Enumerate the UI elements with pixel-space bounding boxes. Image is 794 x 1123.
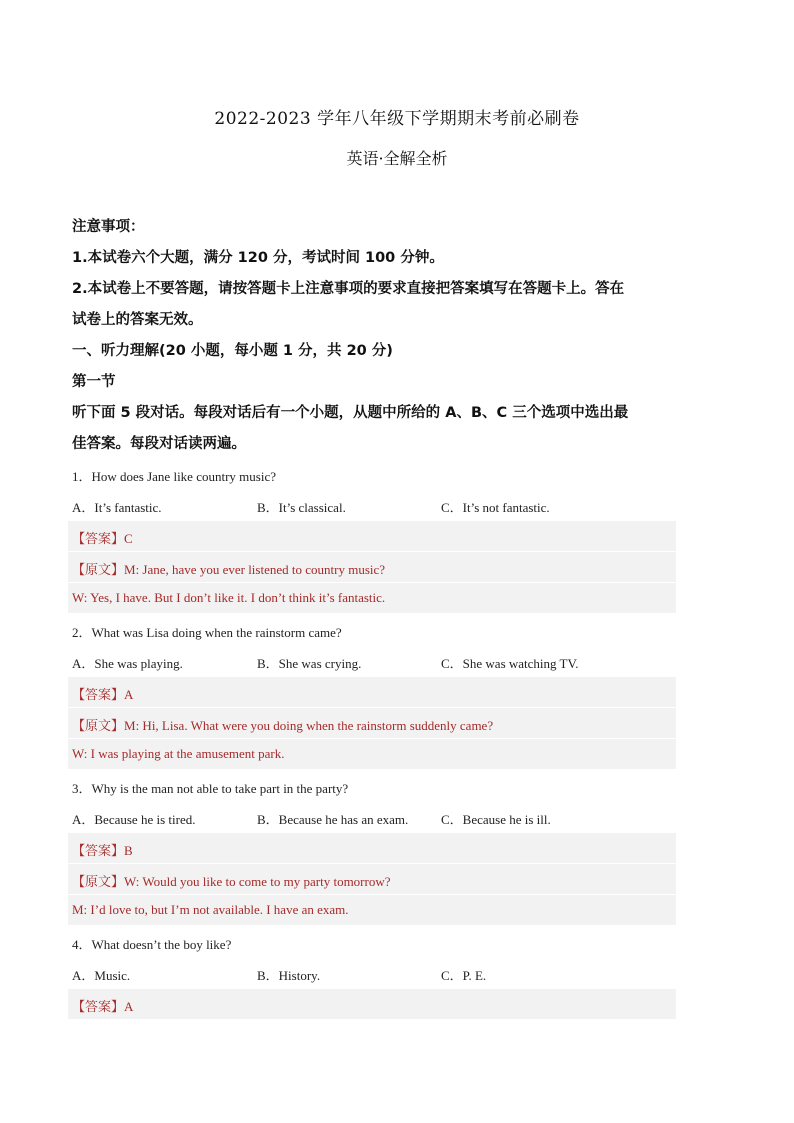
question-3-option-b: B．Because he has an exam. bbox=[257, 812, 409, 827]
page-subtitle: 英语·全解全析 bbox=[346, 149, 448, 168]
question-4-option-a: A．Music. bbox=[72, 968, 131, 983]
notes-item-2-line-2: 试卷上的答案无效。 bbox=[72, 312, 203, 328]
original-row bbox=[68, 552, 676, 582]
question-2-option-b: B．She was crying. bbox=[257, 656, 362, 671]
original-tag: 【原文】 bbox=[72, 875, 125, 890]
answer-row bbox=[68, 989, 676, 1019]
answer-value: A bbox=[124, 687, 134, 702]
question-2-stem: 2．What was Lisa doing when the rainstorm came? bbox=[72, 625, 342, 640]
question-2-option-a: A．She was playing. bbox=[72, 656, 183, 671]
sub-title: 第一节 bbox=[72, 374, 116, 390]
original-row-2 bbox=[68, 895, 676, 925]
part-title: 一、听力理解(20 小题，每小题 1 分，共 20 分) bbox=[72, 343, 393, 359]
original-tag: 【原文】 bbox=[72, 719, 125, 734]
question-3-option-a: A．Because he is tired. bbox=[72, 812, 196, 827]
answer-value: B bbox=[124, 843, 133, 858]
question-1-option-c: C．It’s not fantastic. bbox=[441, 500, 550, 515]
question-4-option-c: C．P. E. bbox=[441, 968, 487, 983]
notes-item-2-line-1: 2.本试卷上不要答题，请按答题卡上注意事项的要求直接把答案填写在答题卡上。答在 bbox=[72, 281, 625, 297]
original-row bbox=[68, 708, 676, 738]
original-line-2: W: Yes, I have. But I don’t like it. I don’t think it’s fantastic. bbox=[72, 590, 386, 605]
original-row bbox=[68, 864, 676, 894]
question-4-option-b: B．History. bbox=[257, 968, 321, 983]
answer-value: A bbox=[124, 999, 134, 1014]
notes-item-1: 1.本试卷六个大题，满分 120 分，考试时间 100 分钟。 bbox=[72, 250, 444, 266]
question-1-stem: 1．How does Jane like country music? bbox=[72, 469, 276, 484]
original-line-2: W: I was playing at the amusement park. bbox=[72, 746, 285, 761]
answer-row bbox=[68, 521, 676, 551]
notes-heading: 注意事项： bbox=[72, 219, 145, 235]
instruction-line-1: 听下面 5 段对话。每段对话后有一个小题，从题中所给的 A、B、C 三个选项中选出最 bbox=[72, 405, 629, 421]
original-tag: 【原文】 bbox=[72, 563, 125, 578]
question-4-stem: 4．What doesn’t the boy like? bbox=[72, 937, 232, 952]
original-line-1: M: Hi, Lisa. What were you doing when the rainstorm suddenly came? bbox=[124, 718, 494, 733]
answer-tag: 【答案】 bbox=[72, 1000, 125, 1015]
question-2-option-c: C．She was watching TV. bbox=[441, 656, 579, 671]
original-line-1: W: Would you like to come to my party tomorrow? bbox=[124, 874, 391, 889]
instruction-line-2: 佳答案。每段对话读两遍。 bbox=[72, 436, 246, 452]
answer-value: C bbox=[124, 531, 133, 546]
question-3-option-c: C．Because he is ill. bbox=[441, 812, 551, 827]
original-line-1: M: Jane, have you ever listened to country music? bbox=[124, 562, 386, 577]
answer-tag: 【答案】 bbox=[72, 844, 125, 859]
question-1-option-a: A．It’s fantastic. bbox=[72, 500, 162, 515]
answer-tag: 【答案】 bbox=[72, 532, 125, 547]
answer-row bbox=[68, 677, 676, 707]
original-row-2 bbox=[68, 739, 676, 769]
question-1-option-b: B．It’s classical. bbox=[257, 500, 346, 515]
original-row-2 bbox=[68, 583, 676, 613]
answer-tag: 【答案】 bbox=[72, 688, 125, 703]
question-3-stem: 3．Why is the man not able to take part in the party? bbox=[72, 781, 349, 796]
original-line-2: M: I’d love to, but I’m not available. I have an exam. bbox=[72, 902, 349, 917]
answer-row bbox=[68, 833, 676, 863]
page-title: 2022-2023 学年八年级下学期期末考前必刷卷 bbox=[214, 109, 580, 129]
